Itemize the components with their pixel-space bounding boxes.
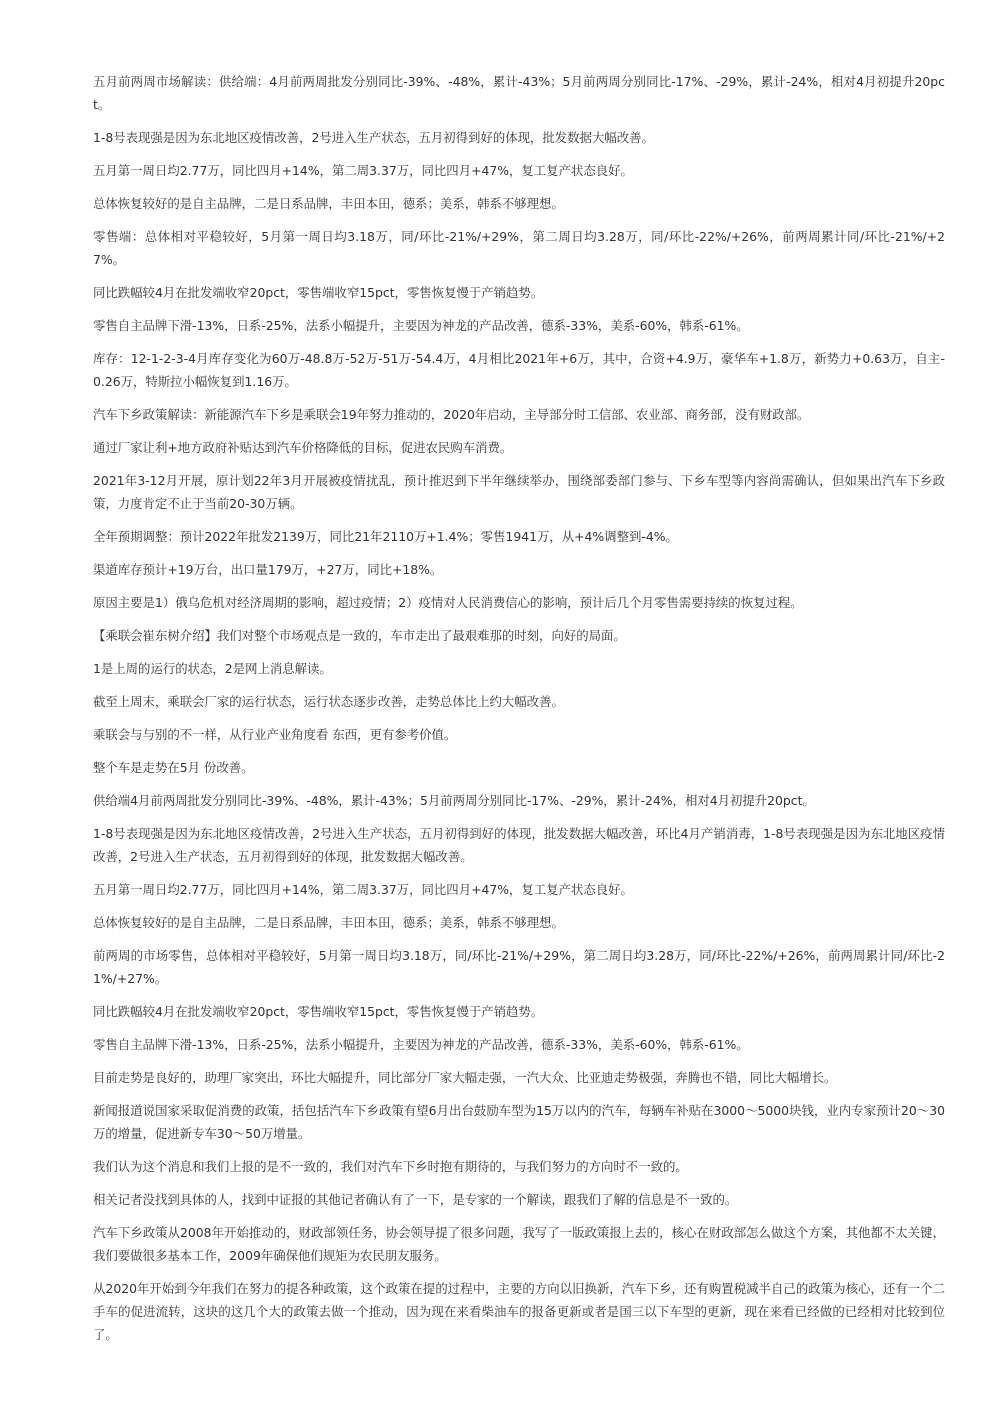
paragraph: 零售自主品牌下滑-13%，日系-25%，法系小幅提升，主要因为神龙的产品改善，德系-33%，美系-60%，韩系-61%。 (93, 318, 749, 333)
paragraph: 五月前两周市场解读：供给端：4月前两周批发分别同比-39%、-48%，累计-43%；5月前两周分别同比-17%、-29%，累计-24%，相对4月初提升20pct。 (93, 74, 945, 112)
paragraph: 相关记者没找到具体的人，找到中证报的其他记者确认有了一下，是专家的一个解读，跟我们了解的信息是不一致的。 (93, 1192, 738, 1207)
paragraph: 总体恢复较好的是自主品牌，二是日系品牌，丰田本田，德系；美系，韩系不够理想。 (93, 196, 564, 211)
paragraph: 1是上周的运行的状态，2是网上消息解读。 (93, 661, 332, 676)
paragraph: 渠道库存预计+19万台，出口量179万，+27万，同比+18%。 (93, 562, 443, 577)
paragraph: 零售自主品牌下滑-13%，日系-25%，法系小幅提升，主要因为神龙的产品改善，德系-33%，美系-60%，韩系-61%。 (93, 1037, 749, 1052)
paragraph: 目前走势是良好的，助理厂家突出，环比大幅提升，同比部分厂家大幅走强，一汽大众、比亚迪走势极强，奔腾也不错，同比大幅增长。 (93, 1070, 837, 1085)
paragraph: 五月第一周日均2.77万，同比四月+14%，第二周3.37万，同比四月+47%，复工复产状态良好。 (93, 882, 633, 897)
paragraph: 整个车是走势在5月 份改善。 (93, 760, 254, 775)
paragraph: 库存：12-1-2-3-4月库存变化为60万-48.8万-52万-51万-54.4万，4月相比2021年+6万，其中，合资+4.9万，豪华车+1.8万，新势力+0.63万，自主-0.26万，特斯拉小幅恢复到1.16万。 (93, 351, 945, 389)
paragraph: 供给端4月前两周批发分别同比-39%、-48%，累计-43%；5月前两周分别同比-17%、-29%，累计-24%，相对4月初提升20pct。 (93, 793, 815, 808)
paragraph: 【乘联会崔东树介绍】我们对整个市场观点是一致的，车市走出了最艰难那的时刻，向好的局面。 (93, 628, 626, 643)
paragraph: 截至上周末，乘联会厂家的运行状态，运行状态逐步改善，走势总体比上约大幅改善。 (93, 694, 564, 709)
paragraph: 新闻报道说国家采取促消费的政策，括包括汽车下乡政策有望6月出台鼓励车型为15万以内的汽车，每辆车补贴在3000～5000块钱，业内专家预计20～30万的增量，促进新专车30～50万增量。 (93, 1103, 945, 1141)
paragraph: 汽车下乡政策解读：新能源汽车下乡是乘联会19年努力推动的，2020年启动，主导部分时工信部、农业部、商务部，没有财政部。 (93, 407, 810, 422)
paragraph: 原因主要是1）俄乌危机对经济周期的影响，超过疫情；2）疫情对人民消费信心的影响，预计后几个月零售需要持续的恢复过程。 (93, 595, 803, 610)
paragraph: 零售端：总体相对平稳较好，5月第一周日均3.18万，同/环比-21%/+29%，第二周日均3.28万，同/环比-22%/+26%，前两周累计同/环比-21%/+27%。 (93, 229, 945, 267)
paragraph: 同比跌幅较4月在批发端收窄20pct，零售端收窄15pct，零售恢复慢于产销趋势。 (93, 285, 544, 300)
document-body (93, 70, 945, 1356)
paragraph: 从2020年开始到今年我们在努力的提各种政策，这个政策在提的过程中，主要的方向以旧换新，汽车下乡，还有购置税减半自己的政策为核心，还有一个二手车的促进流转，这块的这几个大的政策去做一个推动，因为现在来看柴油车的报备更新或者是国三以下车型的更新，现在来看已经做的已经相对比较到位了。 (93, 1281, 945, 1342)
paragraph: 1-8号表现强是因为东北地区疫情改善，2号进入生产状态，五月初得到好的体现，批发数据大幅改善。 (93, 130, 654, 145)
paragraph: 乘联会与与别的不一样，从行业产业角度看 东西，更有参考价值。 (93, 727, 457, 742)
paragraph: 1-8号表现强是因为东北地区疫情改善，2号进入生产状态，五月初得到好的体现，批发数据大幅改善，环比4月产销消毒，1-8号表现强是因为东北地区疫情改善，2号进入生产状态，五月初得到好的体现，批发数据大幅改善。 (93, 826, 945, 864)
paragraph: 通过厂家让利+地方政府补贴达到汽车价格降低的目标，促进农民购车消费。 (93, 440, 513, 455)
paragraph: 五月第一周日均2.77万，同比四月+14%，第二周3.37万，同比四月+47%，复工复产状态良好。 (93, 163, 633, 178)
paragraph: 前两周的市场零售，总体相对平稳较好，5月第一周日均3.18万，同/环比-21%/+29%，第二周日均3.28万，同/环比-22%/+26%，前两周累计同/环比-21%/+27%。 (93, 948, 945, 986)
paragraph: 同比跌幅较4月在批发端收窄20pct，零售端收窄15pct，零售恢复慢于产销趋势。 (93, 1004, 544, 1019)
paragraph: 全年预期调整：预计2022年批发2139万，同比21年2110万+1.4%；零售1941万，从+4%调整到-4%。 (93, 529, 678, 544)
paragraph: 汽车下乡政策从2008年开始推动的，财政部领任务，协会领导提了很多问题，我写了一版政策报上去的，核心在财政部怎么做这个方案，其他都不太关键，我们要做很多基本工作，2009年确保他们规矩为农民朋友服务。 (93, 1225, 945, 1263)
paragraph: 2021年3-12月开展，原计划22年3月开展被疫情扰乱，预计推迟到下半年继续举办，围绕部委部门参与、下乡车型等内容尚需确认，但如果出汽车下乡政策，力度肯定不止于当前20-30万辆。 (93, 473, 945, 511)
paragraph: 我们认为这个消息和我们上报的是不一致的，我们对汽车下乡时抱有期待的，与我们努力的方向时不一致的。 (93, 1159, 688, 1174)
paragraph: 总体恢复较好的是自主品牌，二是日系品牌，丰田本田，德系；美系，韩系不够理想。 (93, 915, 564, 930)
